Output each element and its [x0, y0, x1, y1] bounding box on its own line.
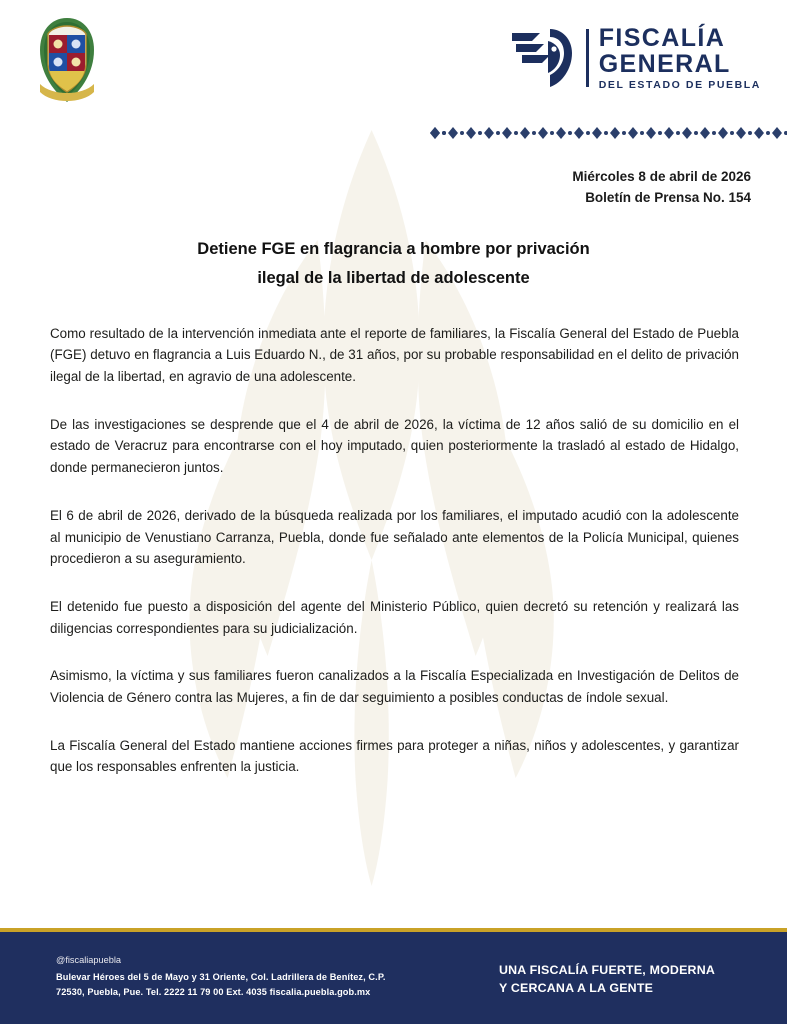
page-title	[0, 235, 787, 293]
logo-line-2: GENERAL	[598, 50, 731, 78]
eagle-icon	[510, 27, 576, 89]
press-release-body	[0, 323, 787, 779]
logo-line-3: DEL ESTADO DE PUEBLA	[598, 79, 761, 91]
bulletin-date: Miércoles 8 de abril de 2026	[572, 169, 751, 184]
body-paragraph-6: La Fiscalía General del Estado mantiene acciones firmes para proteger a niñas, niños y adolescentes, y garantizar que los responsables enfrenten la justicia.	[50, 737, 739, 775]
bulletin-meta	[0, 167, 787, 209]
footer-address-line-2[interactable]: 72530, Puebla, Pue. Tel. 2222 11 79 00 Ext. 4035 fiscalia.puebla.gob.mx	[56, 986, 371, 997]
page-title-line-2: ilegal de la libertad de adolescente	[257, 268, 530, 287]
ornamental-band	[0, 125, 787, 141]
bulletin-number: Boletín de Prensa No. 154	[585, 189, 751, 205]
social-handle[interactable]: @fiscaliapuebla	[56, 955, 121, 965]
fiscalia-general-logo	[510, 26, 761, 91]
puebla-coat-of-arms-icon	[34, 14, 100, 110]
footer-slogan-line-1: UNA FISCALÍA FUERTE, MODERNA	[498, 963, 715, 977]
body-paragraph-5: Asimismo, la víctima y sus familiares fueron canalizados a la Fiscalía Especializada en Investigación de Delitos de Violencia de Género contra las Mujeres, a fin de dar seguimiento a posibles conductas de índole sexual.	[50, 668, 739, 706]
document-header	[0, 0, 787, 125]
footer-address-line-1: Bulevar Héroes del 5 de Mayo y 31 Oriente, Col. Ladrillera de Benítez, C.P.	[56, 971, 386, 982]
document-footer	[0, 928, 787, 1024]
body-paragraph-1: Como resultado de la intervención inmediata ante el reporte de familiares, la Fiscalía General del Estado de Puebla (FGE) detuvo en flagrancia a Luis Eduardo N., de 31 años, por su probable responsabilidad en el delito de privación ilegal de la libertad, en agravio de una adolescente.	[50, 325, 739, 384]
logo-divider	[586, 29, 589, 87]
footer-contact-info	[56, 953, 386, 1000]
body-paragraph-4: El detenido fue puesto a disposición del agente del Ministerio Público, quien decretó su retención y realizará las diligencias correspondientes para su judicialización.	[50, 598, 739, 636]
body-paragraph-3: El 6 de abril de 2026, derivado de la búsqueda realizada por los familiares, el imputado acudió con la adolescente al municipio de Venustiano Carranza, Puebla, donde fue señalado ante elementos de la Policía Municipal, quienes procedieron a su aseguramiento.	[50, 507, 739, 567]
body-paragraph-2: De las investigaciones se desprende que el 4 de abril de 2026, la víctima de 12 años salió de su domicilio en el estado de Veracruz para encontrarse con el hoy imputado, quien posteriormente la trasladó al estado de Hidalgo, donde permanecieron juntos.	[50, 416, 739, 476]
footer-slogan-line-2: Y CERCANA A LA GENTE	[498, 980, 654, 995]
logo-wordmark	[599, 26, 761, 91]
page-title-line-1: Detiene FGE en flagrancia a hombre por privación	[197, 239, 590, 258]
footer-accent-bar	[0, 928, 787, 932]
logo-line-1: FISCALÍA	[598, 24, 726, 52]
footer-slogan	[499, 962, 715, 998]
